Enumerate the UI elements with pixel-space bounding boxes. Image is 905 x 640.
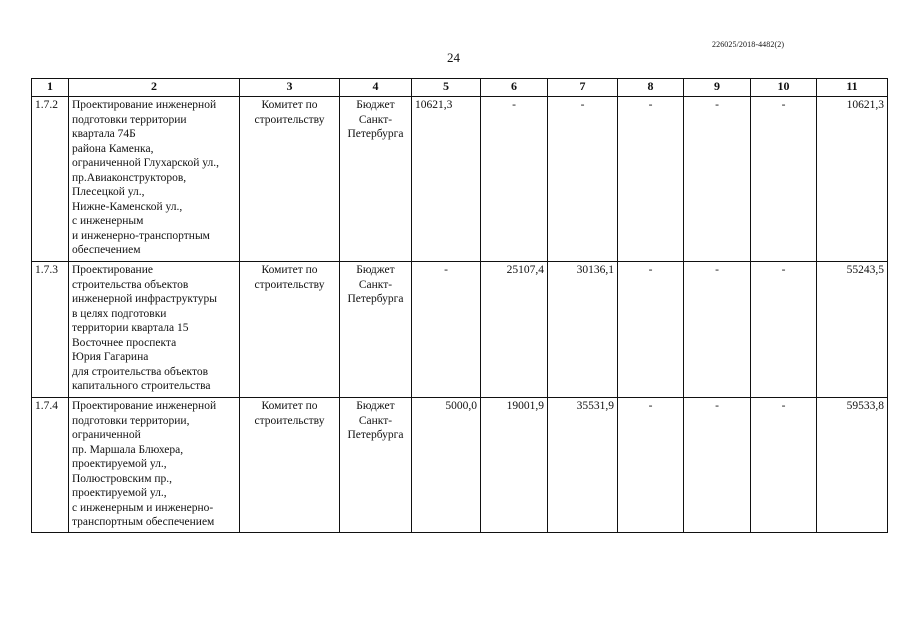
budget-table <box>31 78 888 533</box>
row-value-col7: 30136,1 <box>548 262 618 398</box>
column-header: 7 <box>548 79 618 97</box>
table-row <box>32 97 888 262</box>
row-description: Проектирование инженерной подготовки территории квартала 74Б района Каменка, ограниченной Глухарской ул., пр.Авиаконструкторов, Плесецкой ул., Нижне-Каменской ул., с инженерным и инженерно-транспортным обеспечением <box>69 97 240 262</box>
row-value-col5: 10621,3 <box>412 97 481 262</box>
table-row <box>32 262 888 398</box>
column-header: 1 <box>32 79 69 97</box>
row-description: Проектирование инженерной подготовки территории, ограниченной пр. Маршала Блюхера, проектируемой ул., Полюстровским пр., проектируемой ул., с инженерным и инженерно- транспортным обеспечением <box>69 398 240 533</box>
page-number: 24 <box>447 50 460 65</box>
column-header: 8 <box>618 79 684 97</box>
row-total: 59533,8 <box>817 398 888 533</box>
row-index: 1.7.3 <box>32 262 69 398</box>
row-value-col7: 35531,9 <box>548 398 618 533</box>
row-value-col6: - <box>481 97 548 262</box>
row-value-col9: - <box>684 262 751 398</box>
row-value-col10: - <box>751 262 817 398</box>
row-executor: Комитет по строительству <box>240 262 340 398</box>
row-value-col7: - <box>548 97 618 262</box>
column-header: 2 <box>69 79 240 97</box>
row-value-col5: - <box>412 262 481 398</box>
row-index: 1.7.4 <box>32 398 69 533</box>
row-value-col8: - <box>618 398 684 533</box>
table-header-row <box>32 79 888 97</box>
row-funding-source: Бюджет Санкт- Петербурга <box>340 398 412 533</box>
column-header: 9 <box>684 79 751 97</box>
row-value-col5: 5000,0 <box>412 398 481 533</box>
row-funding-source: Бюджет Санкт- Петербурга <box>340 262 412 398</box>
row-value-col6: 25107,4 <box>481 262 548 398</box>
column-header: 3 <box>240 79 340 97</box>
row-total: 55243,5 <box>817 262 888 398</box>
row-value-col8: - <box>618 97 684 262</box>
column-header: 11 <box>817 79 888 97</box>
column-header: 5 <box>412 79 481 97</box>
row-funding-source: Бюджет Санкт- Петербурга <box>340 97 412 262</box>
row-total: 10621,3 <box>817 97 888 262</box>
row-value-col8: - <box>618 262 684 398</box>
document-code: 226025/2018-4482(2) <box>712 40 785 49</box>
row-value-col9: - <box>684 97 751 262</box>
row-value-col6: 19001,9 <box>481 398 548 533</box>
table-row <box>32 398 888 533</box>
row-value-col10: - <box>751 398 817 533</box>
column-header: 10 <box>751 79 817 97</box>
row-executor: Комитет по строительству <box>240 97 340 262</box>
row-executor: Комитет по строительству <box>240 398 340 533</box>
row-description: Проектирование строительства объектов инженерной инфраструктуры в целях подготовки территории квартала 15 Восточнее проспекта Юрия Гагарина для строительства объектов капитального строительства <box>69 262 240 398</box>
row-value-col10: - <box>751 97 817 262</box>
row-index: 1.7.2 <box>32 97 69 262</box>
column-header: 4 <box>340 79 412 97</box>
row-value-col9: - <box>684 398 751 533</box>
column-header: 6 <box>481 79 548 97</box>
